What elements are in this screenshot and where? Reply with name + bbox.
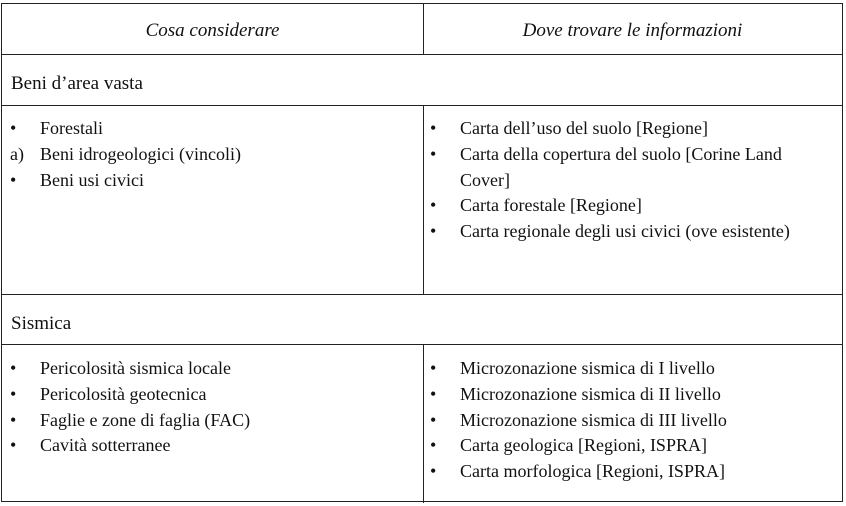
- list-item-text: Carta della copertura del suolo [Corine Land Cover]: [460, 143, 782, 190]
- list-item: [430, 459, 834, 485]
- section-title-sismica: Sismica: [2, 294, 842, 345]
- list-item-text: Faglie e zone di faglia (FAC): [40, 409, 251, 430]
- header-col-where: Dove trovare le informazioni: [522, 20, 743, 41]
- list-item: [430, 356, 834, 382]
- list-item-text: Microzonazione sismica di III livello: [460, 409, 727, 430]
- list-item-text: Carta forestale [Regione]: [460, 195, 642, 216]
- bullet-marker: •: [430, 435, 437, 456]
- list-item: [10, 382, 410, 408]
- list-item-text: Pericolosità geotecnica: [40, 383, 207, 404]
- section-sismica-right: [430, 356, 834, 485]
- table-header: [2, 4, 842, 55]
- list-item: [10, 433, 410, 459]
- list-item: [430, 116, 834, 142]
- list-item-text: Beni usi civici: [40, 169, 144, 190]
- column-divider: [423, 106, 424, 294]
- list-item-text: Carta geologica [Regioni, ISPRA]: [460, 435, 707, 456]
- list-item-text: Cavità sotterranee: [40, 435, 171, 456]
- bullet-marker: •: [430, 221, 437, 242]
- list-item-text: Microzonazione sismica di II livello: [460, 383, 721, 404]
- bullet-marker: •: [430, 383, 437, 404]
- list-item: [10, 356, 410, 382]
- section-sismica-left: [10, 356, 410, 459]
- list-item-text: Beni idrogeologici (vincoli): [40, 143, 241, 164]
- section-title-beni: Beni d’area vasta: [2, 55, 842, 106]
- list-item: [430, 193, 834, 219]
- list-item-text: Carta morfologica [Regioni, ISPRA]: [460, 461, 725, 482]
- list-item-text: Carta dell’uso del suolo [Regione]: [460, 118, 708, 138]
- column-divider: [423, 4, 424, 55]
- section-beni-left: [10, 116, 410, 193]
- bullet-marker: •: [430, 409, 437, 430]
- bullet-marker: •: [430, 358, 437, 378]
- bullet-marker: •: [10, 383, 17, 404]
- bullet-marker: •: [430, 143, 437, 164]
- info-table: [1, 3, 843, 502]
- bullet-marker: •: [10, 118, 17, 138]
- bullet-marker: •: [430, 461, 437, 482]
- list-item: [10, 168, 410, 194]
- list-item-text: Pericolosità sismica locale: [40, 358, 231, 378]
- section-beni-right: [430, 116, 834, 245]
- column-divider: [423, 345, 424, 503]
- bullet-marker: •: [10, 169, 17, 190]
- list-item: [430, 219, 834, 245]
- list-item: [10, 116, 410, 142]
- list-item: [430, 142, 834, 194]
- list-item: [430, 433, 834, 459]
- bullet-marker: •: [430, 195, 437, 216]
- list-item: [430, 382, 834, 408]
- list-item-text: Microzonazione sismica di I livello: [460, 358, 715, 378]
- list-item: [430, 408, 834, 434]
- bullet-marker: a): [10, 143, 24, 164]
- bullet-marker: •: [430, 118, 437, 138]
- bullet-marker: •: [10, 358, 17, 378]
- list-item-text: Carta regionale degli usi civici (ove esistente): [460, 221, 790, 242]
- header-col-what: Cosa considerare: [145, 20, 280, 41]
- list-item-text: Forestali: [40, 118, 103, 138]
- bullet-marker: •: [10, 409, 17, 430]
- list-item: [10, 142, 410, 168]
- list-item: [10, 408, 410, 434]
- bullet-marker: •: [10, 435, 17, 456]
